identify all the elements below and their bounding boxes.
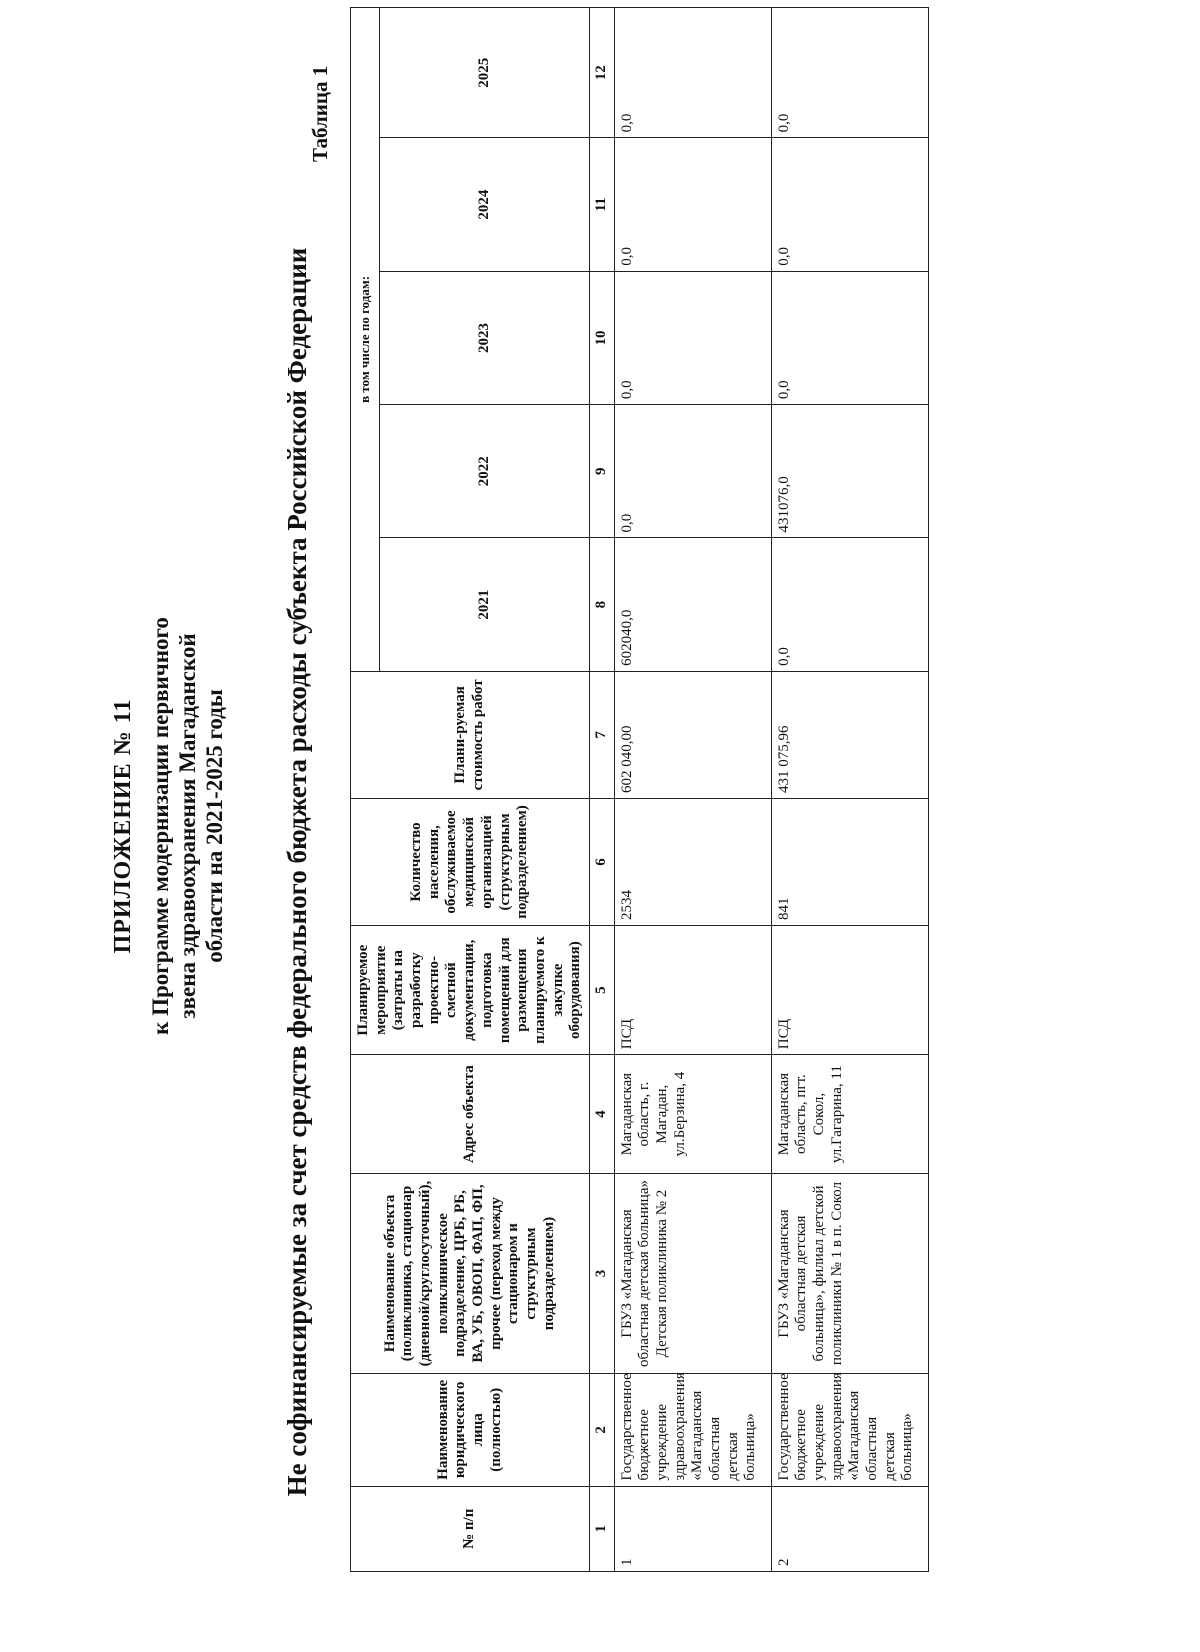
row-number: 2 — [771, 1486, 928, 1571]
column-number: 11 — [589, 138, 614, 271]
header-number: № п/п — [351, 1486, 590, 1571]
row-population: 841 — [771, 798, 928, 925]
header-years-group: в том числе по годам: — [351, 8, 380, 672]
row-legal-entity: Государственное бюджетное учреждение здравоохранения «Магаданская областная детская больница» — [614, 1374, 771, 1487]
row-object-name: ГБУЗ «Магаданская областная детская больница» Детская поликлиника № 2 — [614, 1174, 771, 1374]
row-value-2022: 431076,0 — [771, 405, 928, 538]
row-value-2025: 0,0 — [771, 8, 928, 138]
column-number: 12 — [589, 8, 614, 138]
column-number: 7 — [589, 671, 614, 798]
column-number-row — [589, 8, 614, 1572]
row-value-2022: 0,0 — [614, 405, 771, 538]
appendix-subtitle-line-2: звена здравоохранения Магаданской — [175, 633, 200, 1019]
header-year-2025: 2025 — [380, 8, 590, 138]
table-label: Таблица 1 — [308, 65, 332, 162]
row-address: Магаданская область, г. Магадан, ул.Берзина, 4 — [614, 1055, 771, 1174]
column-number: 9 — [589, 405, 614, 538]
header-planned-cost: Плани-руемая стоимость работ — [351, 671, 590, 798]
row-value-2021: 0,0 — [771, 538, 928, 671]
column-number: 4 — [589, 1055, 614, 1174]
row-planned-cost: 602 040,00 — [614, 671, 771, 798]
column-number: 6 — [589, 798, 614, 925]
appendix-title: ПРИЛОЖЕНИЕ № 11 — [110, 698, 136, 954]
row-planned-cost: 431 075,96 — [771, 671, 928, 798]
column-number: 2 — [589, 1374, 614, 1487]
column-number: 3 — [589, 1174, 614, 1374]
header-year-2022: 2022 — [380, 405, 590, 538]
table-row — [614, 8, 771, 1572]
appendix-subtitle-line-3: области на 2021-2025 годы — [202, 689, 227, 963]
row-value-2024: 0,0 — [771, 138, 928, 271]
header-year-2021: 2021 — [380, 538, 590, 671]
row-value-2021: 602040,0 — [614, 538, 771, 671]
header-population: Количество населения, обслуживаемое медицинской организацией (структурным подразделением) — [351, 798, 590, 925]
header-legal-entity: Наименование юридического лица (полностью) — [351, 1374, 590, 1487]
row-address: Магаданская область, пгт. Сокол, ул.Гагарина, 11 — [771, 1055, 928, 1174]
header-year-2023: 2023 — [380, 271, 590, 404]
header-planned-measure: Планируемое мероприятие (затраты на разработку проектно-сметной документации, подготовка помещений для размещения планируемого к закупке оборудования) — [351, 926, 590, 1055]
row-value-2023: 0,0 — [771, 271, 928, 404]
table-row — [771, 8, 928, 1572]
main-title: Не софинансируемые за счет средств федерального бюджета расходы субъекта Российской Федерации — [282, 247, 312, 1497]
row-planned-measure: ПСД — [614, 926, 771, 1055]
column-number: 1 — [589, 1486, 614, 1571]
column-number: 10 — [589, 271, 614, 404]
row-number: 1 — [614, 1486, 771, 1571]
header-address: Адрес объекта — [351, 1055, 590, 1174]
row-population: 2534 — [614, 798, 771, 925]
row-value-2023: 0,0 — [614, 271, 771, 404]
row-planned-measure: ПСД — [771, 926, 928, 1055]
row-value-2024: 0,0 — [614, 138, 771, 271]
header-year-2024: 2024 — [380, 138, 590, 271]
expenses-table — [350, 7, 929, 1572]
appendix-subtitle-line-1: к Программе модернизации первичного — [148, 617, 173, 1035]
row-value-2025: 0,0 — [614, 8, 771, 138]
row-legal-entity: Государственное бюджетное учреждение здравоохранения «Магаданская областная детская больница» — [771, 1374, 928, 1487]
header-object-name: Наименование объекта (поликлиника, стационар (дневной/круглосуточный), поликлиническое подразделение, ЦРБ, РБ, ВА, УБ, ОВОП, ФАП, ФП, прочее (переход между стационаром и структурным подразделением) — [351, 1174, 590, 1374]
column-number: 8 — [589, 538, 614, 671]
row-object-name: ГБУЗ «Магаданская областная детская больница», филиал детской поликлиники № 1 в п. Сокол — [771, 1174, 928, 1374]
column-number: 5 — [589, 926, 614, 1055]
